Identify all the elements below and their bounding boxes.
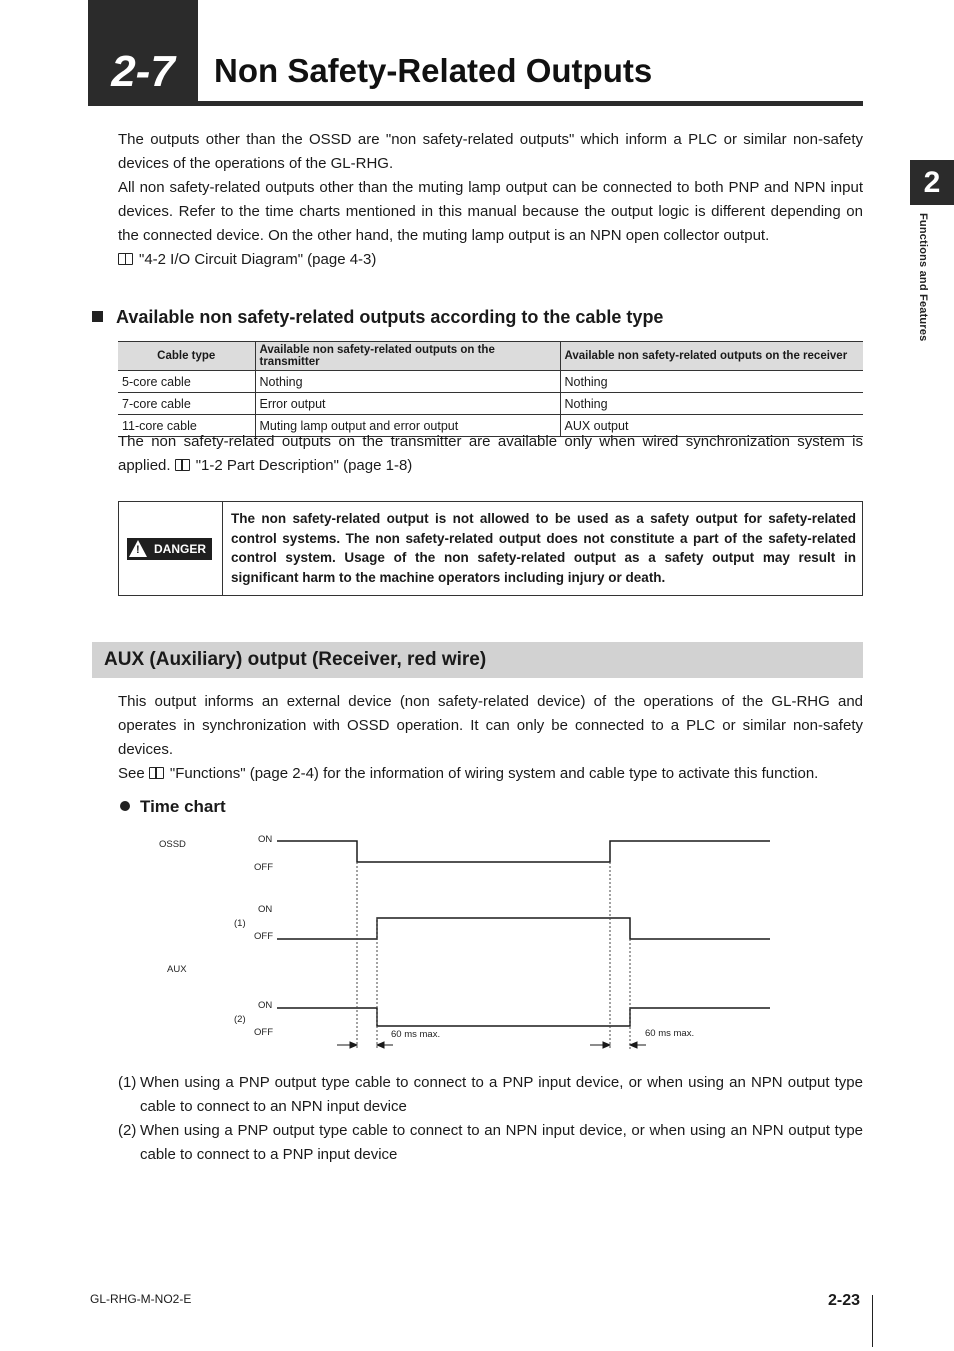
aux-case2-label: (2): [234, 1014, 246, 1025]
delay-label-1: 60 ms max.: [391, 1029, 441, 1040]
note-text: When using a PNP output type cable to connect to a PNP input device, or when using an NPN output type cable to connect to an NPN input device: [140, 1074, 863, 1115]
page-number: 2-23: [828, 1292, 861, 1309]
cable-section-heading-text: Available non safety-related outputs according to the cable type: [116, 307, 664, 327]
note-item: [118, 1119, 863, 1167]
table-cell: Nothing: [560, 371, 863, 393]
ossd-label: OSSD: [159, 839, 186, 850]
side-tab-number: 2: [910, 160, 954, 205]
aux-paragraph: This output informs an external device (non safety-related device) of the operations of the GL-RHG and operates in synchronization with OSSD operation. It can only be connected to a PLC or similar non-safety devices.: [118, 693, 863, 758]
chapter-number: 2-7: [88, 0, 198, 106]
table-cell: AUX output: [560, 415, 863, 437]
arrow-head-icon: [350, 1042, 357, 1048]
aux1-off-label: OFF: [254, 931, 273, 942]
aux1-waveform: [277, 918, 770, 939]
table-cell: Muting lamp output and error output: [255, 415, 560, 437]
table-cell: Nothing: [560, 393, 863, 415]
ossd-on-label: ON: [258, 834, 273, 845]
chapter-title: Non Safety-Related Outputs: [214, 52, 653, 89]
aux2-off-label: OFF: [254, 1027, 273, 1038]
arrow-head-icon: [630, 1042, 637, 1048]
exclamation-icon: !: [136, 544, 140, 556]
cable-note-reference-link[interactable]: "1-2 Part Description" (page 1-8): [195, 457, 413, 474]
side-tab-label: Functions and Features: [917, 213, 929, 342]
aux-label: AUX: [167, 964, 187, 975]
aux1-on-label: ON: [258, 904, 273, 915]
aux-case1-label: (1): [234, 918, 246, 929]
cable-note-text: The non safety-related outputs on the transmitter are available only when wired synchronization system is applied.: [118, 433, 863, 474]
aux2-on-label: ON: [258, 1000, 273, 1011]
time-chart-heading-text: Time chart: [140, 797, 226, 816]
table-cell: 5-core cable: [118, 371, 255, 393]
intro-paragraph-2: All non safety-related outputs other than the muting lamp output can be connected to both PNP and NPN input devices. Refer to the time charts mentioned in this manual because the output logic is different depending on the connected device. On the other hand, the muting lamp output is an NPN open collector output.: [118, 179, 863, 244]
ossd-waveform: [277, 841, 770, 862]
danger-text: The non safety-related output is not allowed to be used as a safety output for safety-related control systems. The non safety-related output does not constitute a part of the safety-related control system. Usage of the non safety-related output as a safety output may result in significant harm to the machine operators including injury or death.: [231, 511, 856, 585]
column-header: Available non safety-related outputs on the receiver: [560, 342, 863, 371]
arrow-head-icon: [603, 1042, 610, 1048]
intro-reference-link[interactable]: "4-2 I/O Circuit Diagram" (page 4-3): [139, 251, 377, 268]
note-number: (2): [118, 1122, 137, 1139]
ossd-off-label: OFF: [254, 862, 273, 873]
table-cell: 11-core cable: [118, 415, 255, 437]
arrow-head-icon: [377, 1042, 384, 1048]
aux-see-prefix: See: [118, 765, 145, 782]
aux-section-heading: AUX (Auxiliary) output (Receiver, red wire): [92, 642, 863, 678]
delay-label-2: 60 ms max.: [645, 1028, 695, 1039]
table-cell: Nothing: [255, 371, 560, 393]
note-item: [118, 1071, 863, 1119]
document-id: GL-RHG-M-NO2-E: [90, 1292, 192, 1306]
aux2-waveform: [277, 1008, 770, 1026]
table-cell: Error output: [255, 393, 560, 415]
intro-paragraph-1: The outputs other than the OSSD are "non safety-related outputs" which inform a PLC or similar non-safety devices of the operations of the GL-RHG.: [118, 131, 863, 172]
note-text: When using a PNP output type cable to connect to an NPN input device, or when using an NPN output type cable to connect to a PNP input device: [140, 1122, 863, 1163]
footer-rule: [872, 1295, 873, 1347]
table-cell: 7-core cable: [118, 393, 255, 415]
column-header: Available non safety-related outputs on the transmitter: [255, 342, 560, 371]
aux-see-link[interactable]: "Functions" (page 2-4) for the information of wiring system and cable type to activate this function.: [169, 765, 819, 782]
danger-badge: DANGER: [127, 538, 212, 560]
column-header: Cable type: [118, 342, 255, 371]
note-number: (1): [118, 1074, 137, 1091]
